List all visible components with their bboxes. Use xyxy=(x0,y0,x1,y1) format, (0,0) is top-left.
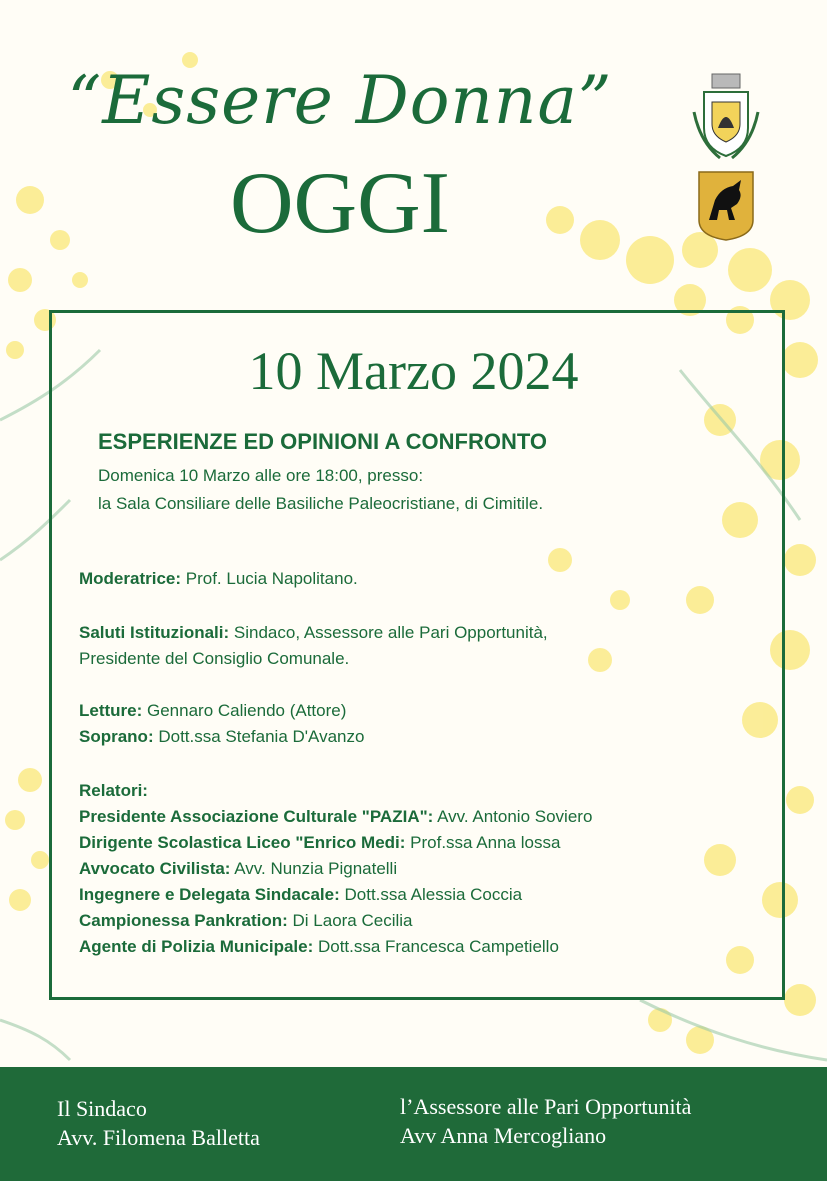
sindaco-name: Avv. Filomena Balletta xyxy=(57,1125,260,1150)
relatore-item xyxy=(79,882,592,908)
assessore-name: Avv Anna Mercogliano xyxy=(400,1123,607,1148)
relatore-name: Dott.ssa Alessia Coccia xyxy=(339,885,523,904)
assessore-title: l’Assessore alle Pari Opportunità xyxy=(400,1094,692,1119)
event-title-main: OGGI xyxy=(230,155,450,252)
relatore-role: Avvocato Civilista: xyxy=(79,859,231,878)
relatore-name: Di Laora Cecilia xyxy=(287,911,413,930)
relatore-role: Campionessa Pankration: xyxy=(79,911,288,930)
relatore-item xyxy=(79,804,592,830)
regional-horse-emblem-icon xyxy=(697,170,755,242)
moderatrice-value: Prof. Lucia Napolitano. xyxy=(181,569,358,588)
relatori-block xyxy=(79,778,592,960)
relatore-name: Prof.ssa Anna lossa xyxy=(405,833,561,852)
relatore-role: Dirigente Scolastica Liceo "Enrico Medi: xyxy=(79,833,406,852)
footer-sindaco xyxy=(57,1094,260,1152)
relatore-name: Avv. Antonio Soviero xyxy=(433,807,593,826)
intro-line: Domenica 10 Marzo alle ore 18:00, presso: xyxy=(98,466,424,485)
saluti-label: Saluti Istituzionali: xyxy=(79,623,230,642)
footer-assessore xyxy=(400,1092,691,1150)
event-subtitle: ESPERIENZE ED OPINIONI A CONFRONTO xyxy=(98,429,548,454)
relatore-role: Ingegnere e Delegata Sindacale: xyxy=(79,885,340,904)
soprano-value: Dott.ssa Stefania D'Avanzo xyxy=(153,727,365,746)
relatore-item xyxy=(79,908,592,934)
event-intro xyxy=(98,462,543,518)
moderatrice-line xyxy=(79,566,358,592)
relatori-heading: Relatori: xyxy=(79,781,148,800)
relatore-name: Dott.ssa Francesca Campetiello xyxy=(313,937,559,956)
sindaco-title: Il Sindaco xyxy=(57,1096,147,1121)
municipal-crest-icon xyxy=(690,72,762,162)
relatore-item xyxy=(79,856,592,882)
relatore-name: Avv. Nunzia Pignatelli xyxy=(230,859,398,878)
intro-line: la Sala Consiliare delle Basiliche Paleocristiane, di Cimitile. xyxy=(98,494,544,513)
soprano-label: Soprano: xyxy=(79,727,154,746)
letture-soprano-block xyxy=(79,698,364,750)
saluti-value: Sindaco, Assessore alle Pari Opportunità, xyxy=(229,623,548,642)
relatore-role: Presidente Associazione Culturale "PAZIA": xyxy=(79,807,434,826)
letture-label: Letture: xyxy=(79,701,143,720)
saluti-block xyxy=(79,620,548,672)
moderatrice-label: Moderatrice: xyxy=(79,569,182,588)
saluti-value-line2: Presidente del Consiglio Comunale. xyxy=(79,649,350,668)
relatore-item xyxy=(79,934,592,960)
relatore-item xyxy=(79,830,592,856)
letture-value: Gennaro Caliendo (Attore) xyxy=(142,701,347,720)
event-title-script: “Essere Donna” xyxy=(67,62,613,139)
relatore-role: Agente di Polizia Municipale: xyxy=(79,937,314,956)
event-date: 10 Marzo 2024 xyxy=(248,341,579,401)
